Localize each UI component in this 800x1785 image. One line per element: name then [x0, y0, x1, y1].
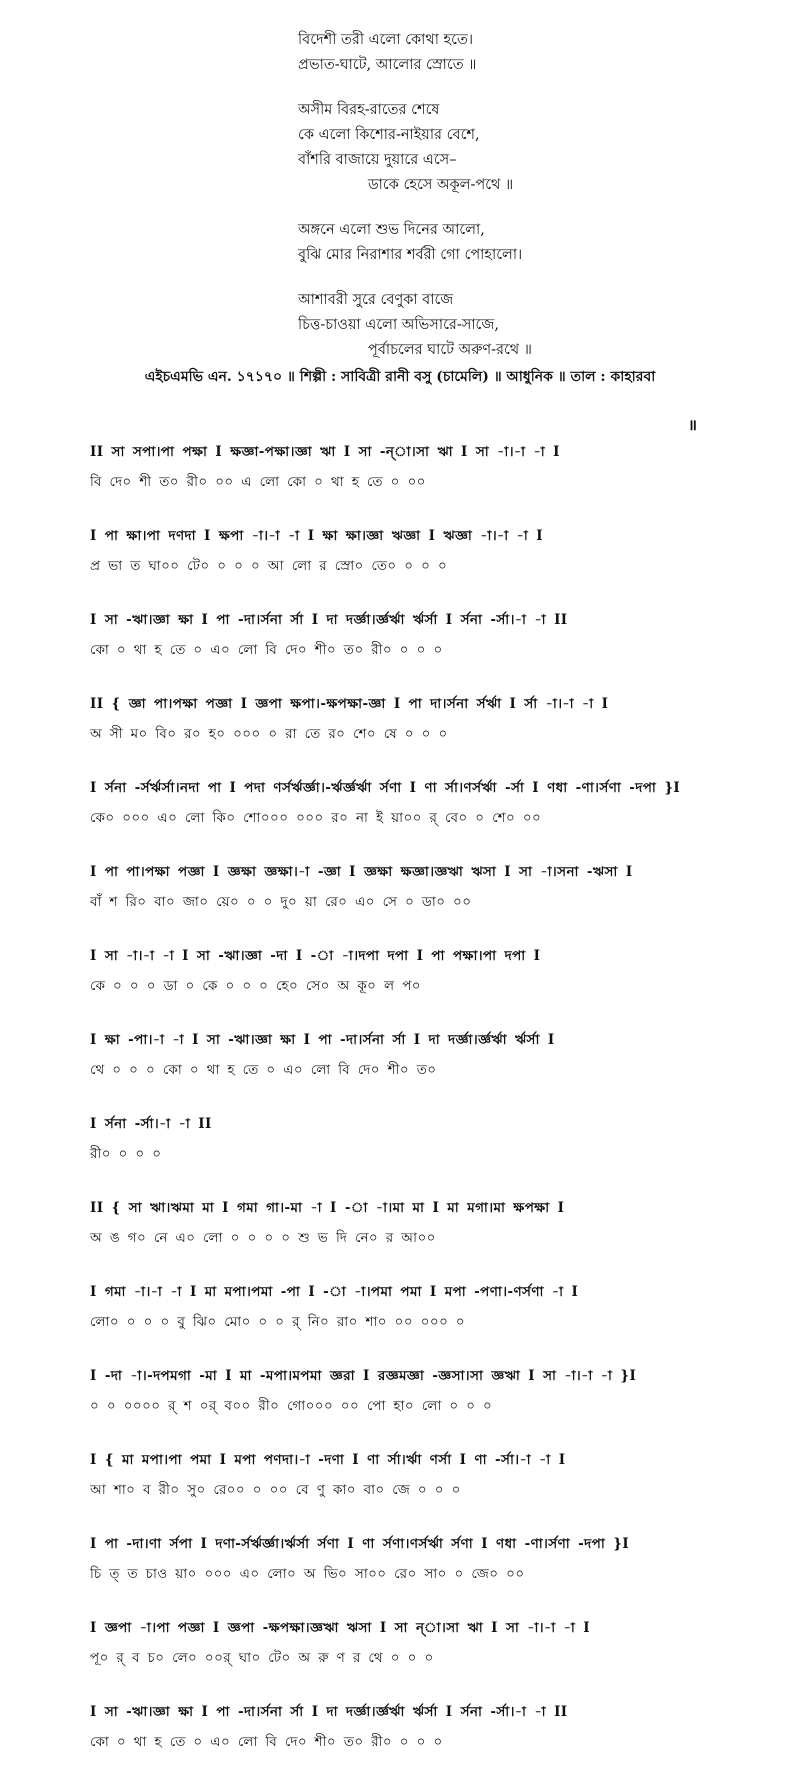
- notation-lyric-line: থে ০ ০ ০ কো ০ থা হ তে ০ এ০ লো বি দে০ শী০ ত০: [90, 1062, 437, 1078]
- notation-swara-line: I পা পা।পক্ষা পজ্ঞা I জ্ঞক্ষা জ্ঞক্ষা।-া -জ্ঞা I জ্ঞক্ষা ক্ষজ্ঞা।জ্ঞঋা ঋসা I সা -া।সনা -ঋসা I: [90, 864, 633, 880]
- notation-lyric-line: বাঁ শ রি০ বা০ জা০ য়ে০ ০ ০ দু০ য়া রে০ এ০ সে ০ ডা০ ০০: [90, 894, 472, 910]
- poem-line: প্রভাত-ঘাটে, আলোর স্রোতে ॥: [298, 57, 477, 73]
- notation-row: [90, 525, 720, 609]
- notation-row: [90, 1533, 720, 1617]
- poem-stanza: [298, 288, 628, 363]
- notation-lyric-line: অ ঙ গ০ নে এ০ লো ০ ০ ০ ০ শু ভ দি নে০ র আ০০: [90, 1230, 436, 1246]
- notation-lyric-line: কে০ ০০০ এ০ লো কি০ শো০০০ ০০০ র০ না ই য়া০০ র্ বে০ ০ শে০ ০০: [90, 810, 542, 826]
- notation-swara-line: II { জ্ঞা পা।পক্ষা পজ্ঞা I জ্ঞপা ক্ষপা।-ক্ষপক্ষা-জ্ঞা I পা দা।র্সনা র্সর্ঋা I র্সা -া।-া -া I: [90, 696, 609, 712]
- poem-line: অসীম বিরহ-রাতের শেষে: [298, 102, 440, 118]
- poem-line: বাঁশরি বাজায়ে দুয়ারে এসে–: [298, 152, 457, 168]
- notation-swara-line: I -দা -া।-দপমগা -মা I মা -মপা।মপমা জ্ঞরা I রজ্ঞমজ্ঞা -জ্ঞসা।সা জ্ঞঋা I সা -া।-া -া }I: [90, 1368, 637, 1384]
- notation-row: [90, 777, 720, 861]
- notation-row: [90, 1113, 720, 1197]
- notation-lyric-line: কো ০ থা হ তে ০ এ০ লো বি দে০ শী০ ত০ রী০ ০ ০ ০: [90, 1734, 443, 1750]
- poem-stanza: [298, 98, 628, 198]
- notation-swara-line: I সা -ঋা।জ্ঞা ক্ষা I পা -দা।র্সনা র্সা I দা দর্জ্ঞা।র্জ্ঞর্ঋা র্ঋর্সা I র্সনা -র্সা।-া -া II: [90, 612, 568, 628]
- notation-lyric-line: অ সী ম০ বি০ র০ হ০ ০০০ ০ রা তে র০ শে০ ষে ০ ০ ০: [90, 726, 448, 742]
- sargam-notation: [90, 441, 720, 1785]
- notation-lyric-line: বি দে০ শী ত০ রী০ ০০ এ লো কো ০ থা হ তে ০ ০০: [90, 474, 426, 490]
- notation-swara-line: I জ্ঞপা -া।পা পজ্ঞা I জ্ঞপা -ক্ষপক্ষা।জ্ঞঋা ঋসা I সা ন্‌া।সা ঋা I সা -া।-া -া I: [90, 1620, 590, 1636]
- record-metadata: এইচএমভি এন. ১৭১৭০ ॥ শিল্পী : সাবিত্রী রানী বসু (চামেলি) ॥ আধুনিক ॥ তাল : কাহারবা: [144, 369, 656, 385]
- poem-line: চিত্ত-চাওয়া এলো অভিসারে-সাজে,: [298, 317, 499, 333]
- notation-row: [90, 1449, 720, 1533]
- notation-swara-line: I র্সনা -র্সর্ঋর্সা।নদা পা I পদা ণর্সর্ঋর্জ্ঞা।-র্ঋর্জ্ঞর্ঋা র্সণা I ণা র্সা।ণর্সর্ঋা -র্সা I ণধা -ণা।র্সণা -দপা }I: [90, 780, 681, 796]
- poem-line: পূর্বাচলের ঘাটে অরুণ-রথে ॥: [368, 342, 533, 358]
- poem-line: বুঝি মোর নিরাশার শর্বরী গো পোহালো।: [298, 247, 523, 263]
- notation-swara-line: II { সা ঋা।ঋমা মা I গমা গা।-মা -া I -া -া।মা মা I মা মগা।মা ক্ষপক্ষা I: [90, 1200, 565, 1216]
- notation-swara-line: I পা -দা।ণা র্সপা I দণা-র্সর্ঋর্জ্ঞা।র্ঋর্সা র্সণা I ণা র্সণা।ণর্সর্ঋা র্সণা I ণধা -ণা।র্সণা -দপা }I: [90, 1536, 630, 1552]
- notation-row: [90, 861, 720, 945]
- notation-swara-line: I ক্ষা -পা।-া -া I সা -ঋা।জ্ঞা ক্ষা I পা -দা।র্সনা র্সা I দা দর্জ্ঞা।র্জ্ঞর্ঋা র্ঋর্সা I: [90, 1032, 555, 1048]
- notation-lyric-line: প্র ভা ত ঘা০০ টে০ ০ ০ ০ আ লো র স্রো০ তে০ ০ ০ ০: [90, 558, 448, 574]
- notation-lyric-line: লো০ ০ ০ ০ বু ঝি০ মো০ ০ ০ র্ নি০ রা০ শা০ ০০ ০০০ ০: [90, 1314, 466, 1330]
- notation-swara-line: II সা সপা।পা পক্ষা I ক্ষজ্ঞা-পক্ষা।জ্ঞা ঋা I সা -ন্‌া।সা ঋা I সা -া।-া -া I: [90, 444, 560, 460]
- notation-swara-line: I { মা মপা।পা পমা I মপা পণদা।-া -দণা I ণা র্সা।র্ঋা ণর্সা I ণা -র্সা।-া -া I: [90, 1452, 566, 1468]
- poem-stanza: [298, 218, 628, 268]
- notation-row: [90, 609, 720, 693]
- notation-lyric-line: আ শা০ ব রী০ সু০ রে০০ ০ ০০ বে ণু কা০ বা০ জে ০ ০ ০: [90, 1482, 461, 1498]
- notation-lyric-line: পূ০ র্ ব চ০ লে০ ০০র্ ঘা০ টে০ অ রু ণ র থে ০ ০ ০: [90, 1650, 434, 1666]
- notation-row: [90, 1365, 720, 1449]
- notation-row: [90, 1029, 720, 1113]
- poem-line: ডাকে হেসে অকূল-পথে ॥: [368, 177, 514, 193]
- notation-row: [90, 693, 720, 777]
- notation-row: [90, 1197, 720, 1281]
- poem-line: বিদেশী তরী এলো কোথা হতে।: [298, 32, 474, 48]
- poem-line: আশাবরী সুরে বেণুকা বাজে: [298, 292, 454, 308]
- notation-row: [90, 1281, 720, 1365]
- notation-swara-line: I গমা -া।-া -া I মা মপা।পমা -পা I -া -া।পমা পমা I মপা -পণা।-ণর্সণা -া I: [90, 1284, 579, 1300]
- notation-row: [90, 1617, 720, 1701]
- notation-swara-line: I সা -ঋা।জ্ঞা ক্ষা I পা -দা।র্সনা র্সা I দা দর্জ্ঞা।র্জ্ঞর্ঋা র্ঋর্সা I র্সনা -র্সা।-া -া II: [90, 1704, 568, 1720]
- notation-swara-line: I র্সনা -র্সা।-া -া II: [90, 1116, 212, 1132]
- notation-lyric-line: রী০ ০ ০ ০: [90, 1146, 162, 1162]
- notation-swara-line: I সা -া।-া -া I সা -ঋা।জ্ঞা -দা I -া -া।দপা দপা I পা পক্ষা।পা দপা I: [90, 948, 541, 964]
- lyrics-poem: [298, 28, 628, 383]
- notation-lyric-line: চি ত্ ত চাও য়া০ ০০০ এ০ লো০ অ ভি০ সা০০ রে০ সা০ ০ জে০ ০০: [90, 1566, 525, 1582]
- notation-start-bar: ॥: [688, 416, 697, 434]
- notation-lyric-line: কো ০ থা হ তে ০ এ০ লো বি দে০ শী০ ত০ রী০ ০ ০ ০: [90, 642, 443, 658]
- notation-lyric-line: কে ০ ০ ০ ডা ০ কে ০ ০ ০ হে০ সে০ অ কূ০ ল প০: [90, 978, 421, 994]
- notation-row: [90, 945, 720, 1029]
- poem-line: অঙ্গনে এলো শুভ দিনের আলো,: [298, 222, 485, 238]
- notation-swara-line: I পা ক্ষা।পা দণদা I ক্ষপা -া।-া -া I ক্ষা ক্ষা।জ্ঞা ঋজ্ঞা I ঋজ্ঞা -া।-া -া I: [90, 528, 543, 544]
- notation-lyric-line: ০ ০ ০০০০ র্ শ ০র্ ব০০ রী০ গো০০০ ০০ পো হা০ লো ০ ০ ০: [90, 1398, 493, 1414]
- notation-row: [90, 441, 720, 525]
- poem-line: কে এলো কিশোর-নাইয়ার বেশে,: [298, 127, 480, 143]
- poem-stanza: [298, 28, 628, 78]
